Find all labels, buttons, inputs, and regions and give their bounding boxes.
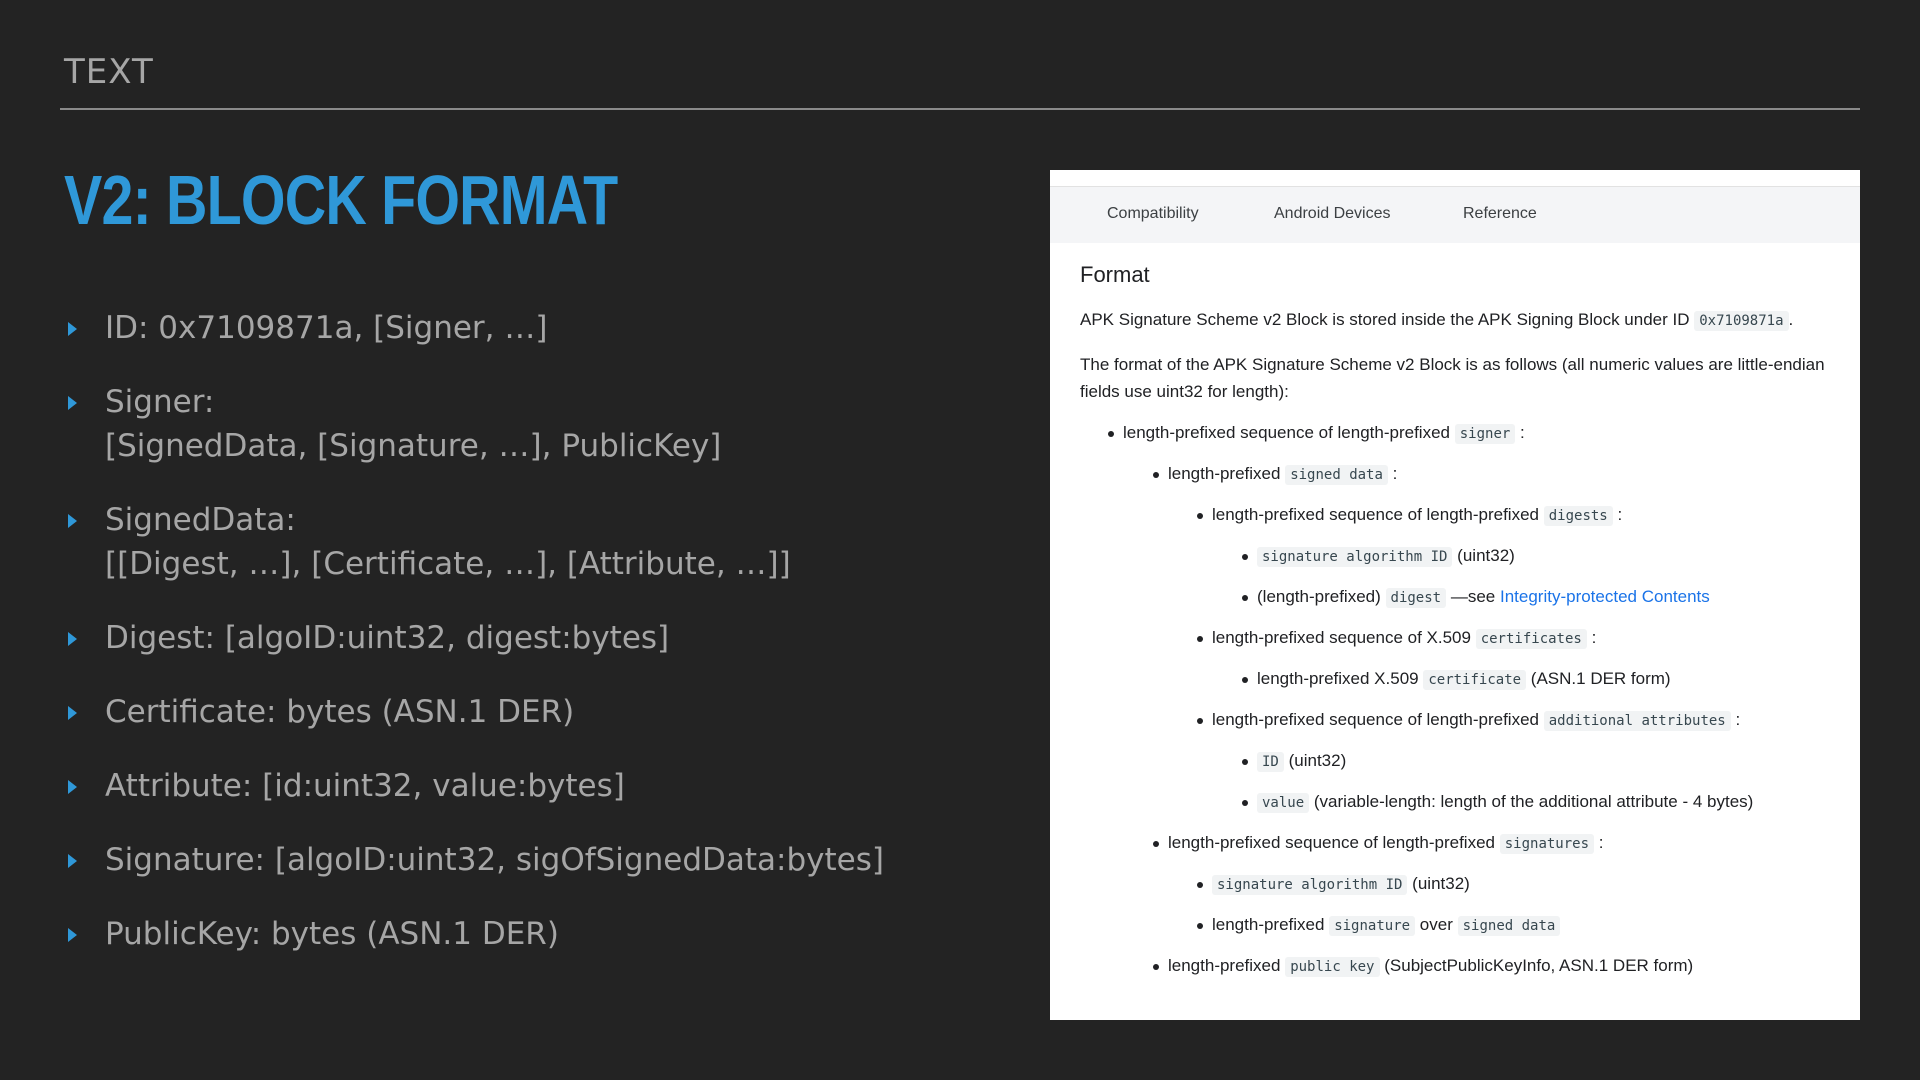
bullet-item [64, 616, 964, 660]
inline-code: digests [1544, 506, 1613, 526]
slide-title: V2: BLOCK FORMAT [64, 161, 618, 239]
tree-item [1080, 421, 1860, 445]
bullet-dot-icon [1197, 513, 1203, 519]
inline-code: signature [1329, 916, 1415, 936]
tree-item [1080, 503, 1860, 527]
inline-code: signatures [1500, 834, 1594, 854]
bullet-item [64, 912, 964, 956]
tree-item [1080, 462, 1860, 486]
tree-item [1080, 749, 1860, 773]
triangle-bullet-icon [68, 928, 77, 942]
bullet-item [64, 380, 964, 468]
header-divider [60, 108, 1860, 110]
tree-text: length-prefixed X.509 [1257, 669, 1419, 688]
tree-text: (ASN.1 DER form) [1530, 669, 1671, 688]
triangle-bullet-icon [68, 322, 77, 336]
triangle-bullet-icon [68, 396, 77, 410]
bullet-item [64, 306, 964, 350]
inline-code: certificates [1476, 629, 1587, 649]
inline-code: signed data [1458, 916, 1561, 936]
bullet-dot-icon [1197, 882, 1203, 888]
tab-compatibility[interactable]: Compatibility [1107, 205, 1199, 222]
bullet-text: Digest: [algoID:uint32, digest:bytes] [105, 620, 670, 656]
tree-text: length-prefixed sequence of length-prefixed [1212, 505, 1539, 524]
tree-text: length-prefixed sequence of length-prefixed [1212, 710, 1539, 729]
bullet-dot-icon [1242, 595, 1248, 601]
tab-android-devices[interactable]: Android Devices [1274, 205, 1391, 222]
triangle-bullet-icon [68, 780, 77, 794]
tree-item [1080, 790, 1860, 814]
bullet-item [64, 838, 964, 882]
tree-item [1080, 544, 1860, 568]
tree-text: : [1735, 710, 1741, 729]
tree-text: length-prefixed sequence of length-prefixed [1123, 423, 1450, 442]
tab-reference[interactable]: Reference [1463, 205, 1537, 222]
tree-item [1080, 585, 1860, 609]
bullet-text: Attribute: [id:uint32, value:bytes] [105, 768, 625, 804]
bullet-dot-icon [1197, 636, 1203, 642]
tree-item [1080, 954, 1860, 978]
bullet-dot-icon [1242, 554, 1248, 560]
tree-text: (SubjectPublicKeyInfo, ASN.1 DER form) [1384, 956, 1694, 975]
tree-text: : [1392, 464, 1398, 483]
bullet-text: Signer: [105, 384, 215, 420]
bullet-text-continuation: [[Digest, …], [Certificate, …], [Attribute, …]] [105, 546, 791, 582]
bullet-dot-icon [1197, 718, 1203, 724]
inline-code: additional attributes [1544, 711, 1731, 731]
bullet-dot-icon [1242, 759, 1248, 765]
tree-text: length-prefixed [1212, 915, 1325, 934]
bullet-list [64, 306, 964, 986]
tree-item [1080, 708, 1860, 732]
bullet-text: PublicKey: bytes (ASN.1 DER) [105, 916, 559, 952]
triangle-bullet-icon [68, 632, 77, 646]
tree-item [1080, 626, 1860, 650]
integrity-link[interactable]: Integrity-protected Contents [1499, 587, 1710, 606]
inline-code: signature algorithm ID [1257, 547, 1452, 567]
bullet-text-continuation: [SignedData, [Signature, …], PublicKey] [105, 428, 722, 464]
tree-text: (variable-length: length of the additional attribute - 4 bytes) [1313, 792, 1754, 811]
inline-code: ID [1257, 752, 1284, 772]
bullet-dot-icon [1197, 923, 1203, 929]
tree-text: —see [1450, 587, 1496, 606]
doc-tab-bar [1050, 186, 1860, 243]
inline-code: signature algorithm ID [1212, 875, 1407, 895]
triangle-bullet-icon [68, 706, 77, 720]
format-tree [1080, 421, 1860, 978]
para-line: fields use uint32 for length): [1080, 382, 1289, 401]
bullet-dot-icon [1153, 841, 1159, 847]
tree-text: length-prefixed sequence of length-prefixed [1168, 833, 1495, 852]
inline-code: public key [1285, 957, 1379, 977]
bullet-text: SignedData: [105, 502, 296, 538]
section-label: TEXT [64, 52, 154, 92]
tree-item [1080, 667, 1860, 691]
tree-text: length-prefixed [1168, 956, 1281, 975]
doc-heading: Format [1080, 262, 1150, 287]
para-text: APK Signature Scheme v2 Block is stored inside the APK Signing Block under ID [1080, 310, 1690, 329]
doc-content [1080, 262, 1860, 995]
tree-item [1080, 872, 1860, 896]
bullet-item [64, 498, 964, 586]
doc-paragraph [1080, 306, 1860, 335]
bullet-text: Signature: [algoID:uint32, sigOfSignedData:bytes] [105, 842, 884, 878]
bullet-dot-icon [1108, 431, 1114, 437]
tree-text: over [1419, 915, 1453, 934]
para-line: The format of the APK Signature Scheme v2 Block is as follows (all numeric values are little-endian [1080, 355, 1825, 374]
triangle-bullet-icon [68, 514, 77, 528]
tree-text: : [1520, 423, 1525, 442]
tree-item [1080, 831, 1860, 855]
inline-code: signer [1455, 424, 1516, 444]
bullet-text: Certificate: bytes (ASN.1 DER) [105, 694, 575, 730]
inline-code: signed data [1285, 465, 1388, 485]
tree-text: (uint32) [1457, 546, 1515, 565]
tree-text: : [1591, 628, 1597, 647]
tree-text: length-prefixed sequence of X.509 [1212, 628, 1471, 647]
bullet-item [64, 764, 964, 808]
triangle-bullet-icon [68, 854, 77, 868]
tree-text: (uint32) [1288, 751, 1347, 770]
inline-code: 0x7109871a [1694, 311, 1788, 331]
tree-text: (length-prefixed) [1257, 587, 1381, 606]
tree-text: : [1598, 833, 1604, 852]
inline-code: certificate [1423, 670, 1526, 690]
tree-text: length-prefixed [1168, 464, 1281, 483]
para-suffix: . [1788, 310, 1794, 329]
inline-code: value [1257, 793, 1309, 813]
bullet-text: ID: 0x7109871a, [Signer, …] [105, 310, 548, 346]
inline-code: digest [1386, 588, 1447, 608]
tree-item [1080, 913, 1860, 937]
doc-paragraph [1080, 351, 1860, 405]
bullet-dot-icon [1242, 800, 1248, 806]
bullet-dot-icon [1153, 472, 1159, 478]
embedded-doc-screenshot [1050, 170, 1860, 1020]
bullet-dot-icon [1153, 964, 1159, 970]
bullet-item [64, 690, 964, 734]
tree-text: : [1617, 505, 1623, 524]
tree-text: (uint32) [1412, 874, 1470, 893]
bullet-dot-icon [1242, 677, 1248, 683]
